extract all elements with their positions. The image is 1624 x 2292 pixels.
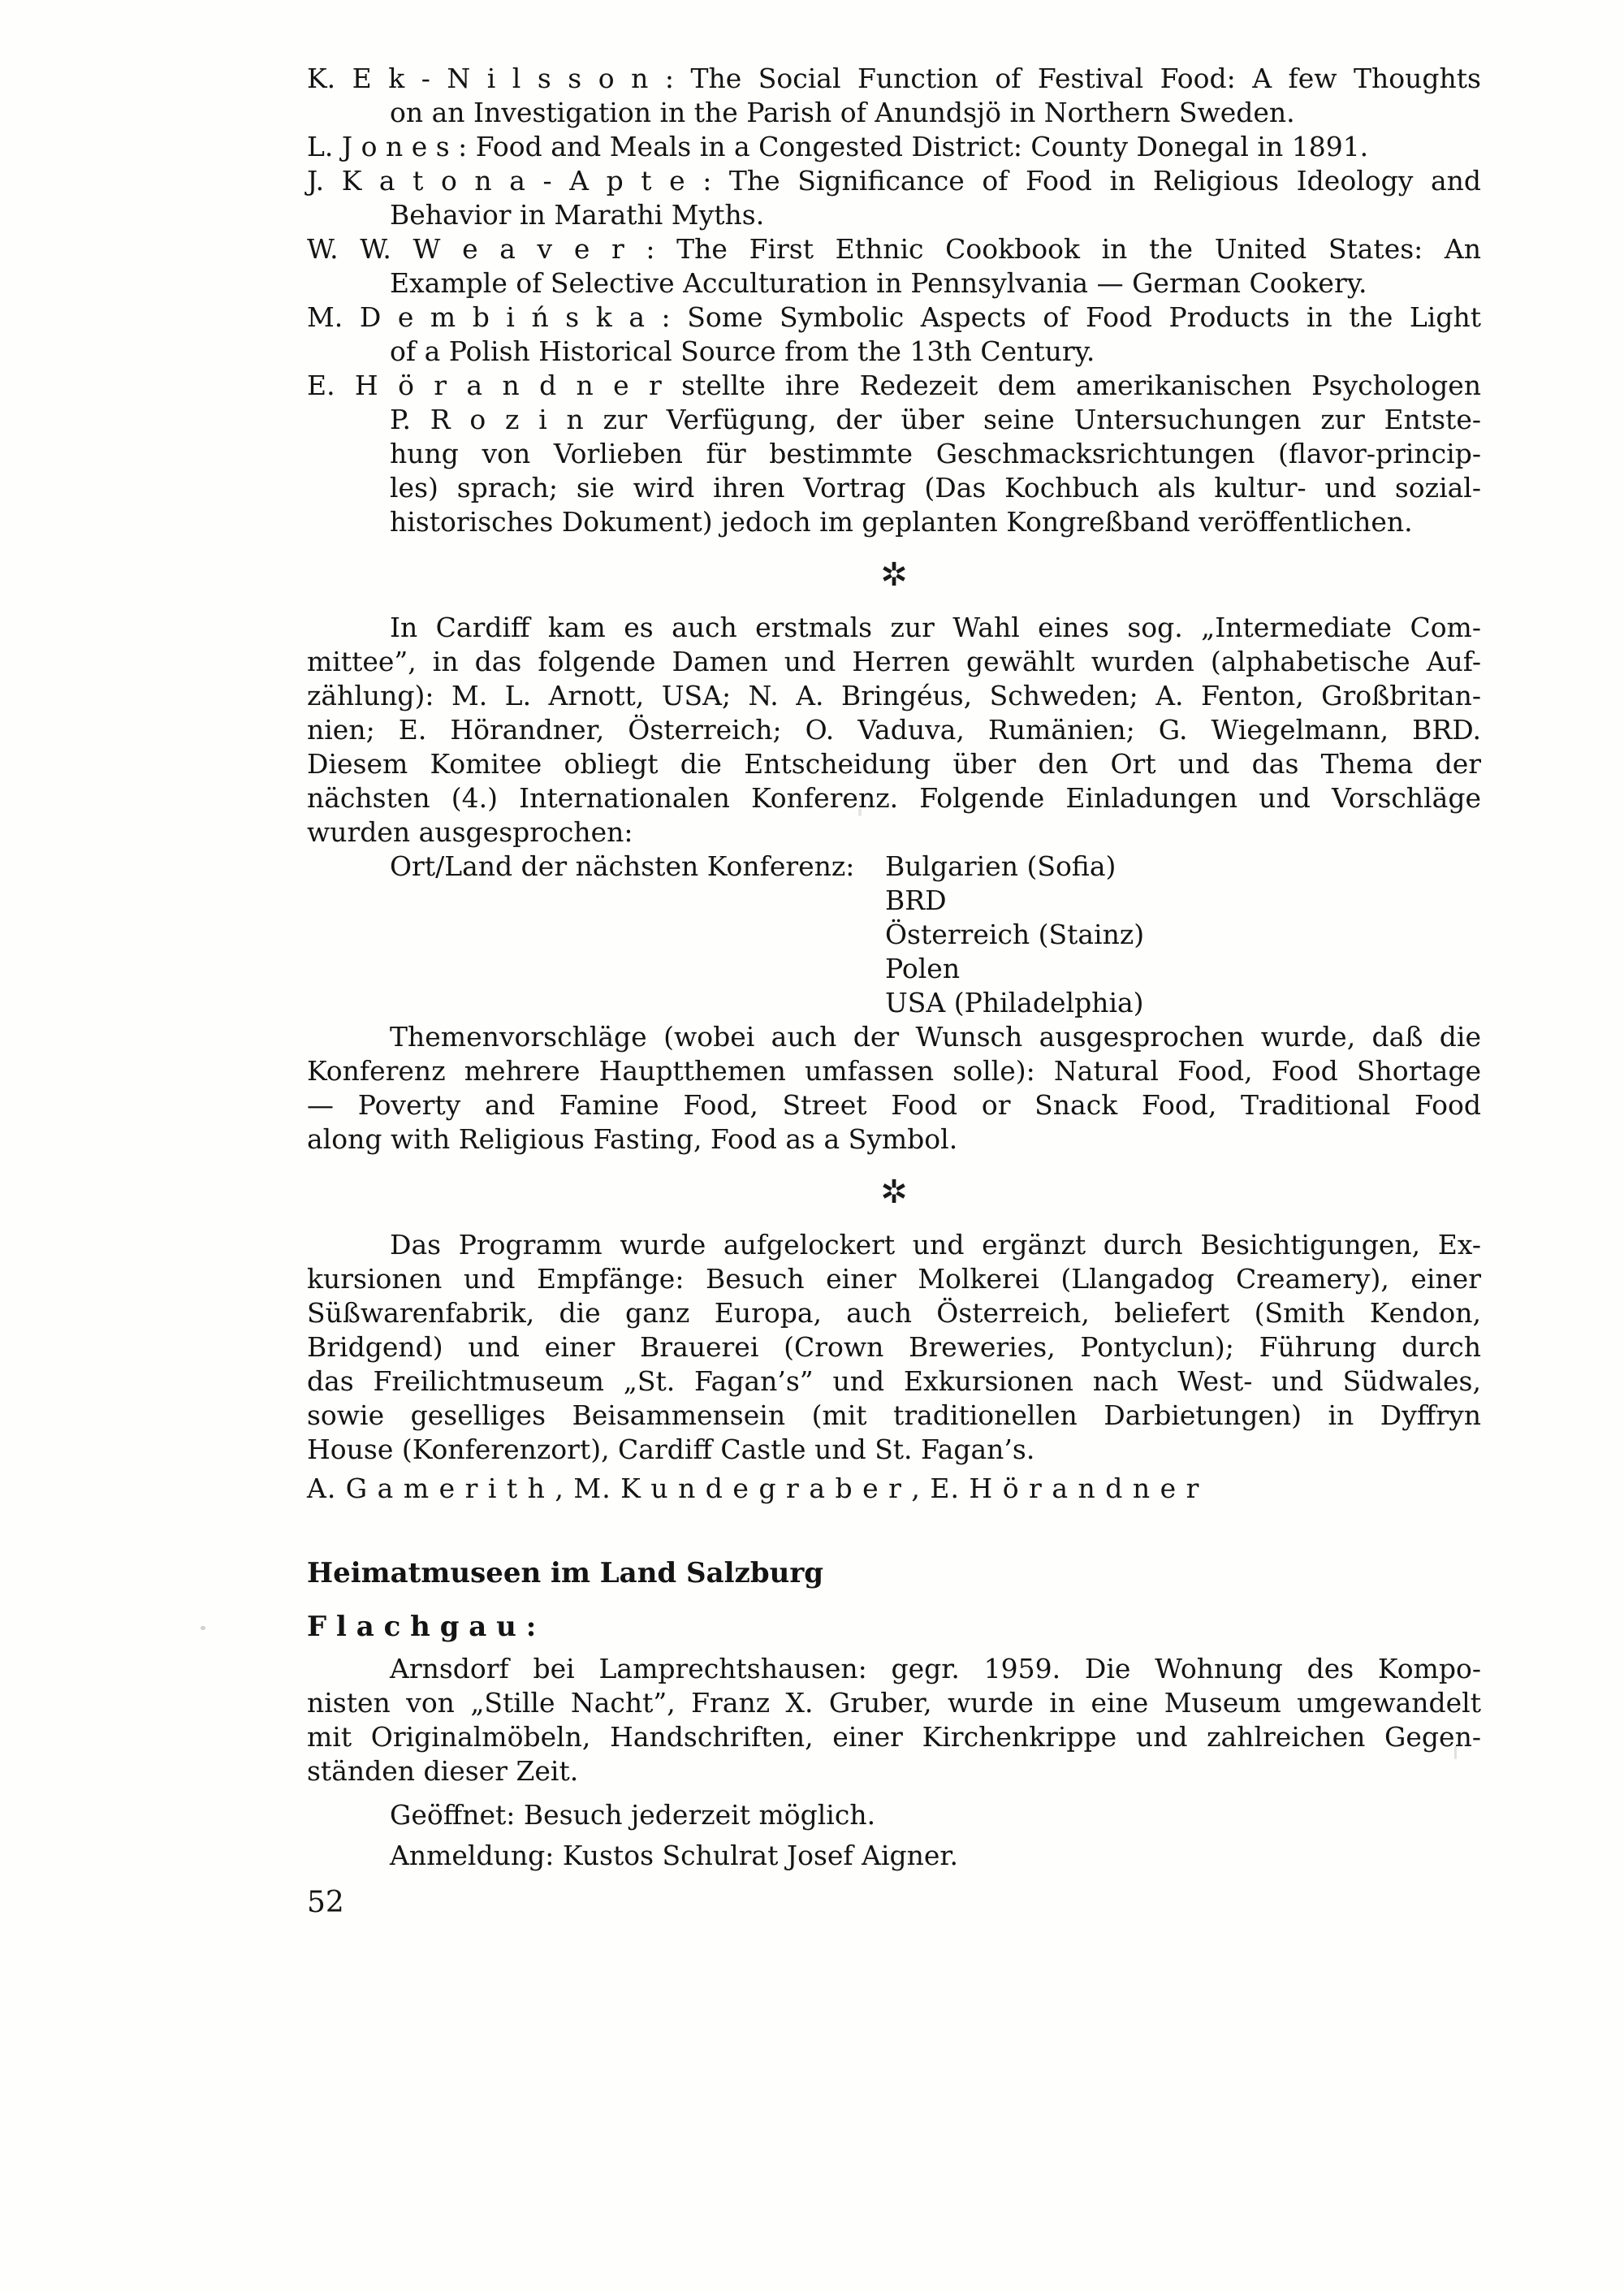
text-line: House (Konferenzort), Cardiff Castle und St. Fagan’s. bbox=[307, 1434, 1035, 1465]
scan-speck bbox=[1454, 1746, 1457, 1759]
text-line: nien; E. Hörandner, Österreich; O. Vaduva, Rumänien; G. Wiegelmann, BRD. bbox=[307, 714, 1481, 746]
text-line: Heimatmuseen im Land Salzburg bbox=[307, 1557, 824, 1589]
section-separator-2 bbox=[307, 1168, 1481, 1217]
region-heading-flachgau bbox=[307, 1610, 1481, 1644]
text-line: of a Polish Historical Source from the 13th Century. bbox=[390, 335, 1095, 367]
program-item-jones bbox=[307, 130, 1481, 164]
program-item-katona-apte bbox=[307, 164, 1481, 232]
text-line: Behavior in Marathi Myths. bbox=[390, 199, 765, 231]
text-column bbox=[307, 62, 1481, 1873]
text-line: wurden ausgesprochen: bbox=[307, 816, 633, 848]
text-line: Diesem Komitee obliegt die Entscheidung über den Ort und das Thema der bbox=[307, 748, 1481, 780]
venue-list-value: Polen bbox=[885, 953, 961, 984]
text-line: A. G a m e r i t h , M. K u n d e g r a b e r , E. H ö r a n d n e r bbox=[307, 1473, 1200, 1504]
text-line: historisches Dokument) jedoch im geplanten Kongreßband veröffentlichen. bbox=[390, 506, 1413, 538]
venue-list-value: Bulgarien (Sofia) bbox=[885, 850, 1116, 882]
text-line: nisten von „Stille Nacht”, Franz X. Gruber, wurde in eine Museum umgewandelt bbox=[307, 1687, 1481, 1719]
note-hoerandner-rozin bbox=[307, 369, 1481, 539]
section-heading-heimatmuseen bbox=[307, 1556, 1481, 1590]
scan-speck bbox=[201, 1626, 205, 1630]
text-line: mit Originalmöbeln, Handschriften, einer Kirchenkrippe und zahlreichen Gegen- bbox=[307, 1721, 1481, 1753]
venue-list-value: Österreich (Stainz) bbox=[885, 919, 1145, 950]
signature-line bbox=[307, 1472, 1481, 1506]
program-item-dembinska bbox=[307, 301, 1481, 369]
text-line: M. D e m b i ń s k a : Some Symbolic Aspects of Food Products in the Light bbox=[307, 301, 1481, 333]
text-line: Example of Selective Acculturation in Pennsylvania — German Cookery. bbox=[390, 267, 1367, 299]
text-line: Arnsdorf bei Lamprechtshausen: gegr. 1959. Die Wohnung des Kompo- bbox=[390, 1653, 1481, 1684]
text-line: mittee”, in das folgende Damen und Herren gewählt wurden (alphabetische Auf- bbox=[307, 646, 1481, 677]
venue-list-value: USA (Philadelphia) bbox=[885, 987, 1144, 1018]
committee-paragraph bbox=[307, 611, 1481, 850]
museum-arnsdorf-paragraph bbox=[307, 1652, 1481, 1788]
text-line: Geöffnet: Besuch jederzeit möglich. bbox=[390, 1799, 876, 1831]
star-separator-icon: ✲ bbox=[880, 1174, 908, 1211]
text-line: W. W. W e a v e r : The First Ethnic Cookbook in the United States: An bbox=[307, 233, 1481, 265]
text-line: zählung): M. L. Arnott, USA; N. A. Bringéus, Schweden; A. Fenton, Großbritan- bbox=[307, 680, 1481, 711]
next-conference-venue-list bbox=[307, 850, 1481, 1020]
text-line: L. J o n e s : Food and Meals in a Congested District: County Donegal in 1891. bbox=[307, 131, 1369, 162]
text-line: K. E k - N i l s s o n : The Social Function of Festival Food: A few Thoughts bbox=[307, 63, 1481, 94]
text-line: along with Religious Fasting, Food as a Symbol. bbox=[307, 1123, 958, 1155]
text-line: nächsten (4.) Internationalen Konferenz. Folgende Einladungen und Vorschläge bbox=[307, 782, 1481, 814]
text-line: Themenvorschläge (wobei auch der Wunsch ausgesprochen wurde, daß die bbox=[390, 1021, 1481, 1053]
text-line: Anmeldung: Kustos Schulrat Josef Aigner. bbox=[390, 1840, 959, 1871]
text-line: In Cardiff kam es auch erstmals zur Wahl eines sog. „Intermediate Com- bbox=[390, 612, 1481, 643]
text-line: Das Programm wurde aufgelockert und ergänzt durch Besichtigungen, Ex- bbox=[390, 1229, 1481, 1261]
venue-list-value: BRD bbox=[885, 884, 947, 916]
page-number: 52 bbox=[307, 1886, 344, 1919]
text-line: sowie geselliges Beisammensein (mit traditionellen Darbietungen) in Dyffryn bbox=[307, 1399, 1481, 1431]
venue-list-row bbox=[307, 850, 1481, 884]
text-line: Süßwarenfabrik, die ganz Europa, auch Österreich, beliefert (Smith Kendon, bbox=[307, 1297, 1481, 1329]
opening-info bbox=[307, 1798, 1481, 1832]
program-item-ek-nilsson bbox=[307, 62, 1481, 130]
text-line: J. K a t o n a - A p t e : The Significance of Food in Religious Ideology and bbox=[307, 165, 1481, 197]
program-activities-paragraph bbox=[307, 1228, 1481, 1467]
text-line: kursionen und Empfänge: Besuch einer Molkerei (Llangadog Creamery), einer bbox=[307, 1263, 1481, 1295]
text-line: E. H ö r a n d n e r stellte ihre Redezeit dem amerikanischen Psychologen bbox=[307, 370, 1481, 401]
scan-speck bbox=[858, 808, 862, 816]
text-line: Konferenz mehrere Hauptthemen umfassen solle): Natural Food, Food Shortage bbox=[307, 1055, 1481, 1087]
section-separator-1 bbox=[307, 551, 1481, 599]
program-item-weaver bbox=[307, 232, 1481, 301]
text-line: ständen dieser Zeit. bbox=[307, 1755, 579, 1787]
text-line: F l a c h g a u : bbox=[307, 1611, 537, 1643]
text-line: Bridgend) und einer Brauerei (Crown Breweries, Pontyclun); Führung durch bbox=[307, 1331, 1481, 1363]
text-line: hung von Vorlieben für bestimmte Geschmacksrichtungen (flavor-princip- bbox=[390, 438, 1481, 469]
text-line: das Freilichtmuseum „St. Fagan’s” und Exkursionen nach West- und Südwales, bbox=[307, 1365, 1481, 1397]
star-separator-icon: ✲ bbox=[880, 556, 908, 594]
themes-paragraph bbox=[307, 1020, 1481, 1157]
text-line: les) sprach; sie wird ihren Vortrag (Das Kochbuch als kultur- und sozial- bbox=[390, 472, 1481, 504]
text-line: on an Investigation in the Parish of Anundsjö in Northern Sweden. bbox=[390, 97, 1295, 128]
registration-info bbox=[307, 1839, 1481, 1873]
text-line: P. R o z i n zur Verfügung, der über seine Untersuchungen zur Entste- bbox=[390, 404, 1481, 435]
venue-list-label: Ort/Land der nächsten Konferenz: bbox=[390, 850, 855, 882]
text-line: — Poverty and Famine Food, Street Food or Snack Food, Traditional Food bbox=[307, 1089, 1481, 1121]
